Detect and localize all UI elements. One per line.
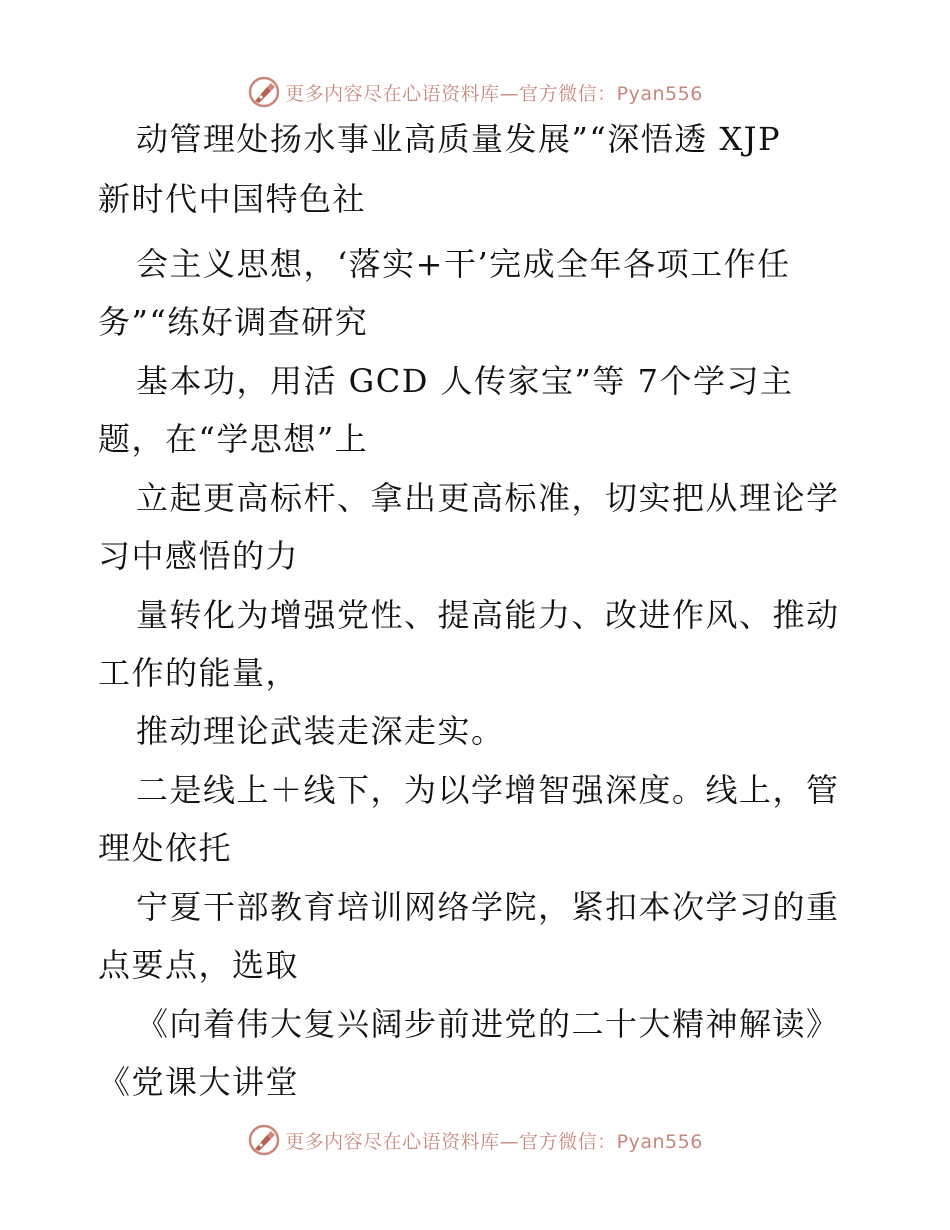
watermark-text: 更多内容尽在心语资料库—官方微信：Pyan556 [285, 82, 703, 105]
pen-nib-logo-icon [247, 1123, 281, 1157]
text-line: 题，在“学思想”上 [98, 420, 369, 458]
footer-watermark [0, 1120, 950, 1160]
text-line: 量转化为增强党性、提高能力、改进作风、推动 [136, 596, 840, 634]
text-line: 理处依托 [98, 829, 233, 867]
text-line: 务”“练好调查研究 [98, 303, 369, 341]
text-line: 《党课大讲堂 [98, 1063, 300, 1101]
text-line: 会主义思想，‘落实+干’完成全年各项工作任 [136, 245, 791, 283]
text-line: 推动理论武装走深走实。 [136, 712, 505, 750]
text-line: 立起更高标杆、拿出更高标准，切实把从理论学 [136, 479, 840, 517]
header-watermark [0, 72, 950, 112]
text-line: 工作的能量， [98, 654, 300, 692]
text-line: 二是线上＋线下，为以学增智强深度。线上，管 [136, 771, 840, 809]
text-line: 点要点，选取 [98, 946, 300, 984]
text-line: 新时代中国特色社 [98, 180, 367, 218]
text-line: 《向着伟大复兴阔步前进党的二十大精神解读》 [136, 1005, 840, 1043]
text-line: 习中感悟的力 [98, 537, 300, 575]
text-line: 基本功，用活 GCD 人传家宝”等 7个学习主 [136, 362, 794, 400]
pen-nib-logo-icon [247, 75, 281, 109]
text-line: 宁夏干部教育培训网络学院，紧扣本次学习的重 [136, 888, 840, 926]
text-line: 动管理处扬水事业高质量发展”“深悟透 XJP [136, 120, 782, 158]
watermark-text: 更多内容尽在心语资料库—官方微信：Pyan556 [285, 1130, 703, 1153]
